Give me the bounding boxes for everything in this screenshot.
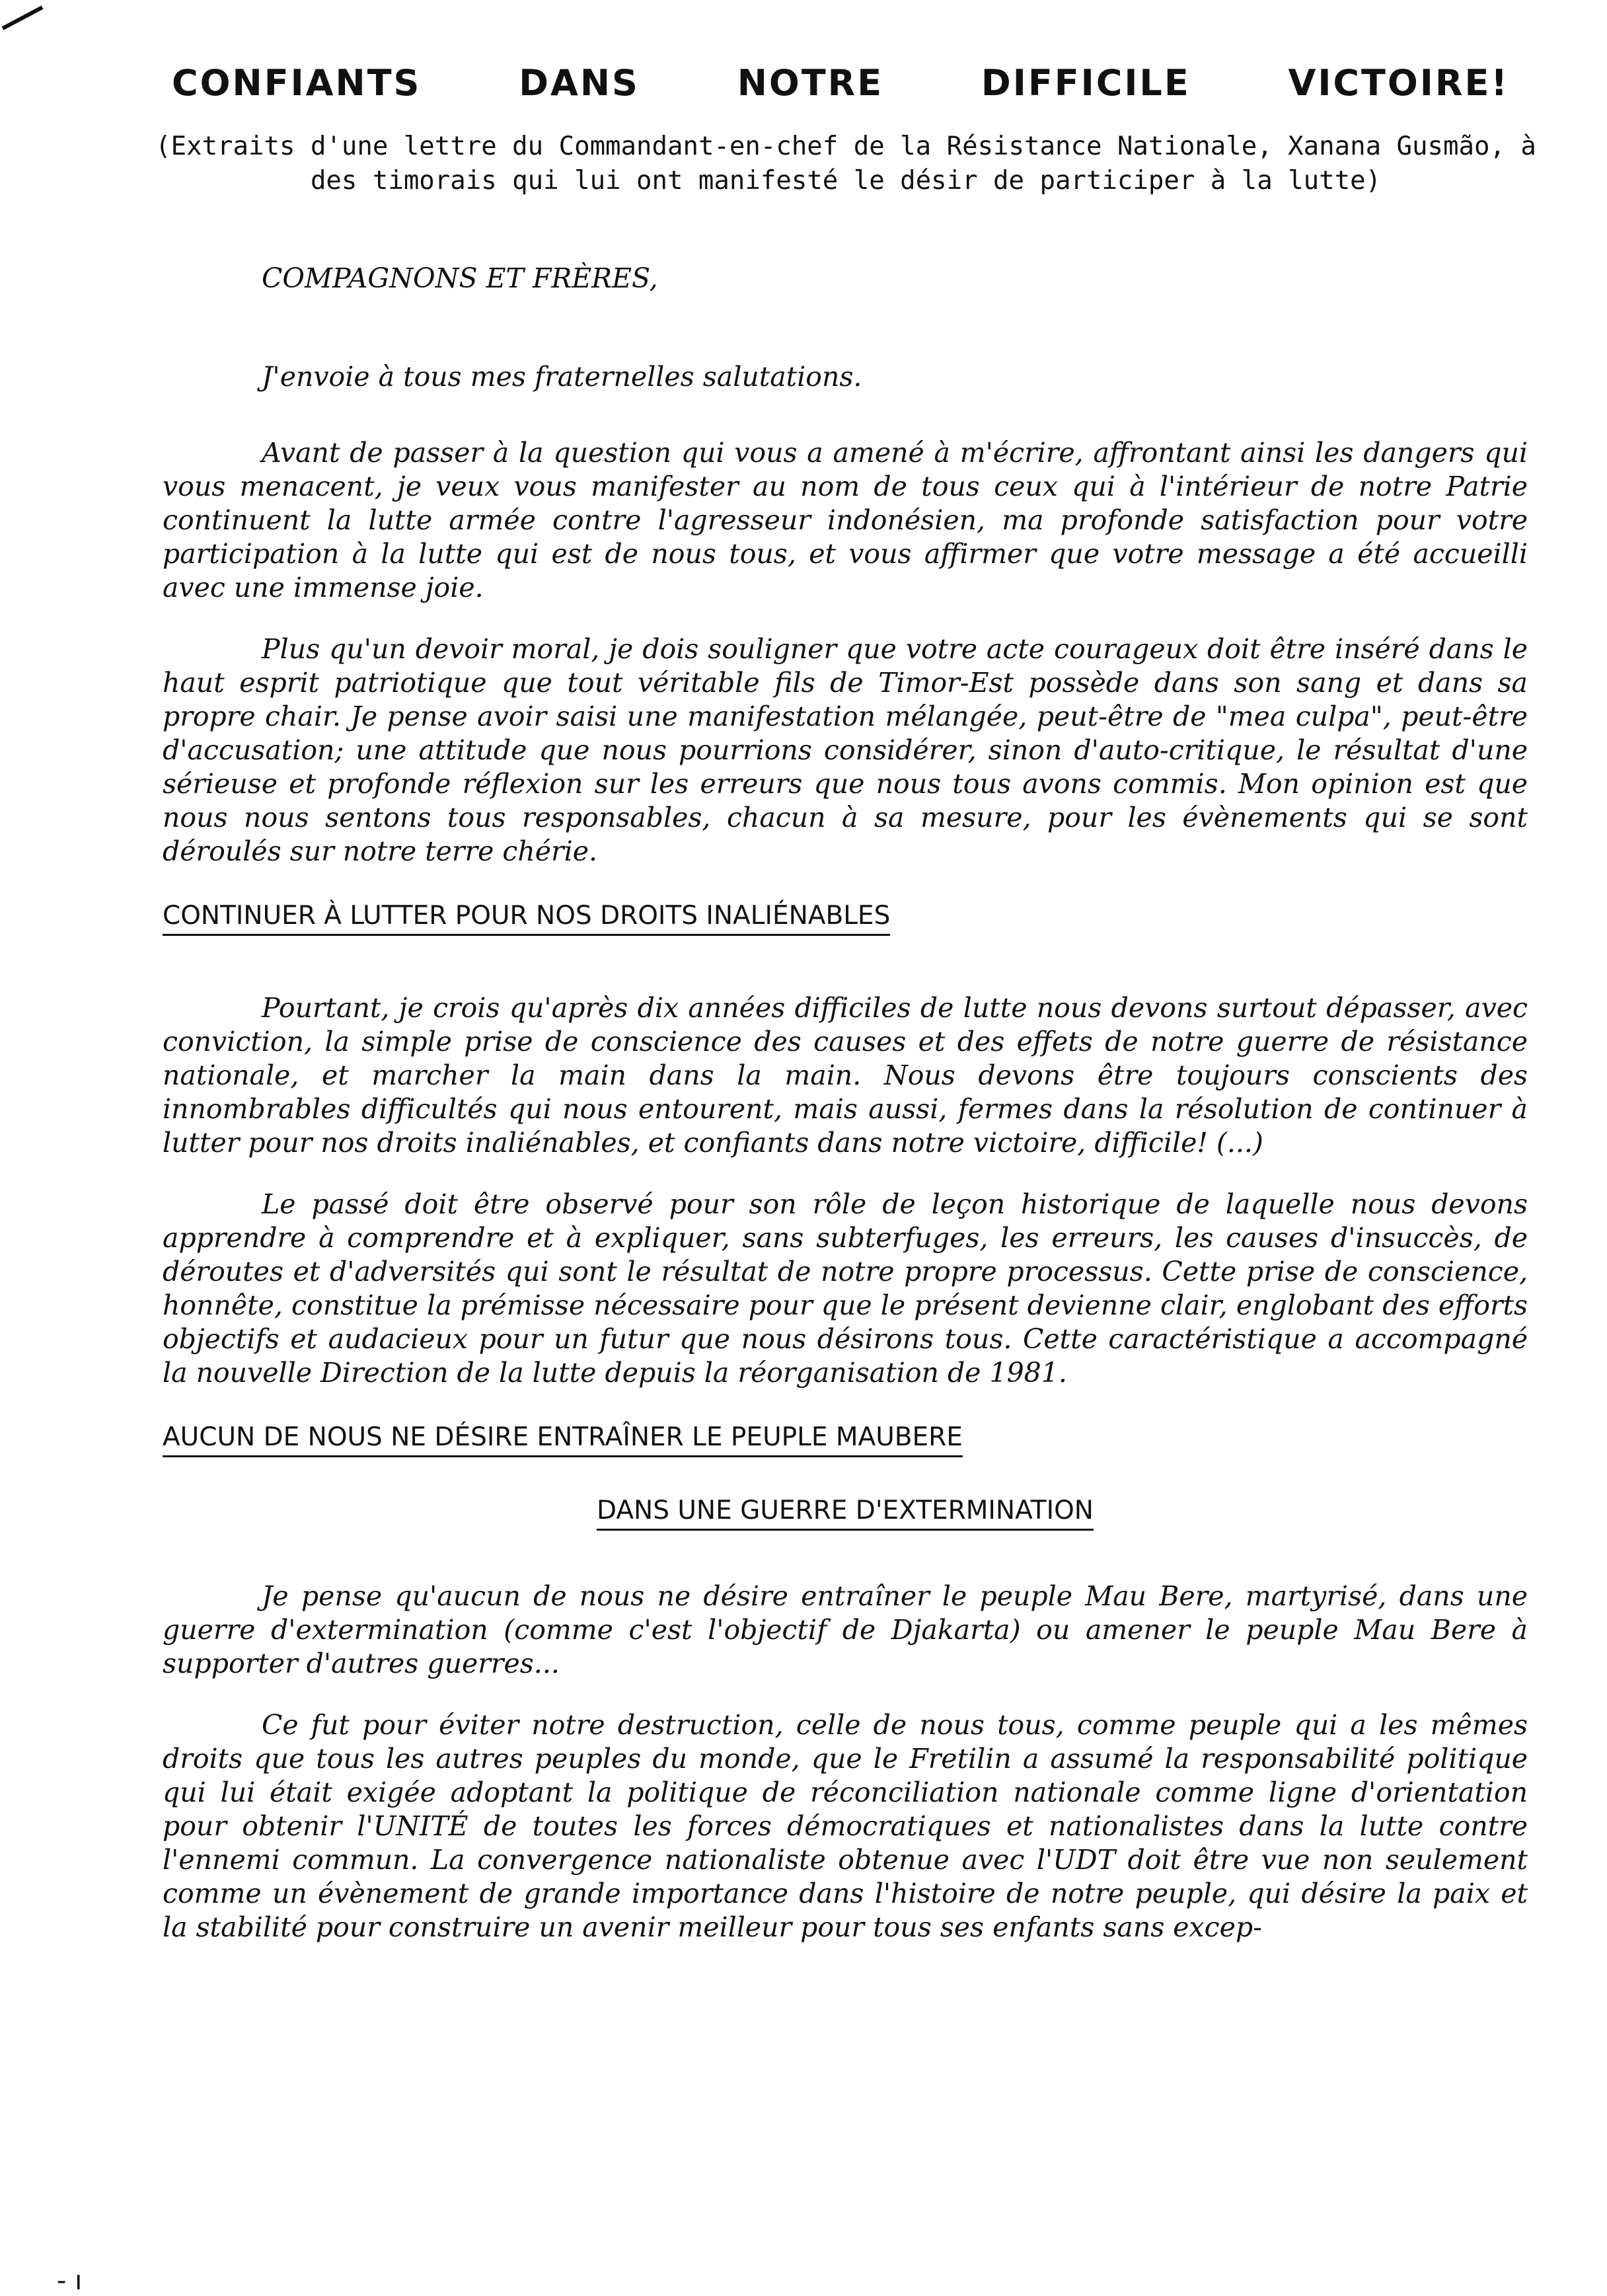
page-mark: - ı: [57, 2266, 83, 2296]
title-word: CONFIANTS: [172, 62, 422, 104]
title-word: VICTOIRE!: [1288, 62, 1509, 104]
pen-mark: [2, 5, 44, 30]
subtitle: (Extraits d'une lettre du Commandant-en-chef de la Résistance Nationale, Xanana Gusmão, à des timorais qui lui ont manifesté le désir de participer à la lutte): [155, 132, 1536, 196]
section-heading-continued: DANS UNE GUERRE D'EXTERMINATION: [597, 1494, 1094, 1531]
paragraph: Je pense qu'aucun de nous ne désire entraîner le peuple Mau Bere, martyrisé, dans une guerre d'extermination (comme c'est l'objectif de Djakarta) ou amener le peuple Mau Bere à supporter d'autres guerres...: [163, 1580, 1528, 1679]
paragraph: Le passé doit être observé pour son rôle de leçon historique de laquelle nous devons apprendre à comprendre et à expliquer, sans subterfuges, les erreurs, les causes d'insuccès, de déroutes et d'adversités qui sont le résultat de notre propre processus. Cette prise de conscience, honnête, constitue la prémisse nécessaire pour que le présent devienne clair, englobant des efforts objectifs et audacieux pour un futur que nous désirons tous. Cette caractéristique a accompagné la nouvelle Direction de la lutte depuis la réorganisation de 1981.: [163, 1188, 1528, 1389]
paragraph: Plus qu'un devoir moral, je dois souligner que votre acte courageux doit être inséré dans le haut esprit patriotique que tout véritable fils de Timor-Est possède dans son sang et dans sa propre chair. Je pense avoir saisi une manifestation mélangée, peut-être de "mea culpa", peut-être d'accusation; une attitude que nous pourrions considérer, sinon d'auto-critique, le résultat d'une sérieuse et profonde réflexion sur les erreurs que nous tous avons commis. Mon opinion est que nous nous sentons tous responsables, chacun à sa mesure, pour les évènements qui se sont déroulés sur notre terre chérie.: [163, 633, 1528, 867]
greeting: J'envoie à tous mes fraternelles salutations.: [262, 361, 862, 393]
paragraph: Ce fut pour éviter notre destruction, celle de nous tous, comme peuple qui a les mêmes droits que tous les autres peuples du monde, que le Fretilin a assumé la responsabilité politique qui lui était exigée adoptant la politique de réconciliation nationale comme ligne d'orientation pour obtenir l'UNITÉ de toutes les forces démocratiques et nationalistes dans la lutte contre l'ennemi commun. La convergence nationaliste obtenue avec l'UDT doit être vue non seulement comme un évènement de grande importance dans l'histoire de notre peuple, qui désire la paix et la stabilité pour construire un avenir meilleur pour tous ses enfants sans excep-: [163, 1709, 1528, 1943]
letter-body: [163, 262, 1528, 1972]
paragraph: Avant de passer à la question qui vous a amené à m'écrire, affrontant ainsi les dangers qui vous menacent, je veux vous manifester au nom de tous ceux qui à l'intérieur de notre Patrie continuent la lutte armée contre l'agresseur indonésien, ma profonde satisfaction pour votre participation à la lutte qui est de nous tous, et vous affirmer que votre message a été accueilli avec une immense joie.: [163, 437, 1528, 603]
section-heading: CONTINUER À LUTTER POUR NOS DROITS INALIÉNABLES: [163, 899, 890, 936]
salutation: COMPAGNONS ET FRÈRES,: [262, 262, 658, 294]
title-word: DANS: [519, 62, 640, 104]
page-title: [172, 62, 1509, 104]
section-heading: AUCUN DE NOUS NE DÉSIRE ENTRAÎNER LE PEUPLE MAUBERE: [163, 1420, 963, 1457]
title-word: NOTRE: [737, 62, 884, 104]
title-word: DIFFICILE: [981, 62, 1191, 104]
paragraph: Pourtant, je crois qu'après dix années difficiles de lutte nous devons surtout dépasser, avec conviction, la simple prise de conscience des causes et des effets de notre guerre de résistance nationale, et marcher la main dans la main. Nous devons être toujours conscients des innombrables difficultés qui nous entourent, mais aussi, fermes dans la résolution de continuer à lutter pour nos droits inaliénables, et confiants dans notre victoire, difficile! (...): [163, 992, 1528, 1159]
